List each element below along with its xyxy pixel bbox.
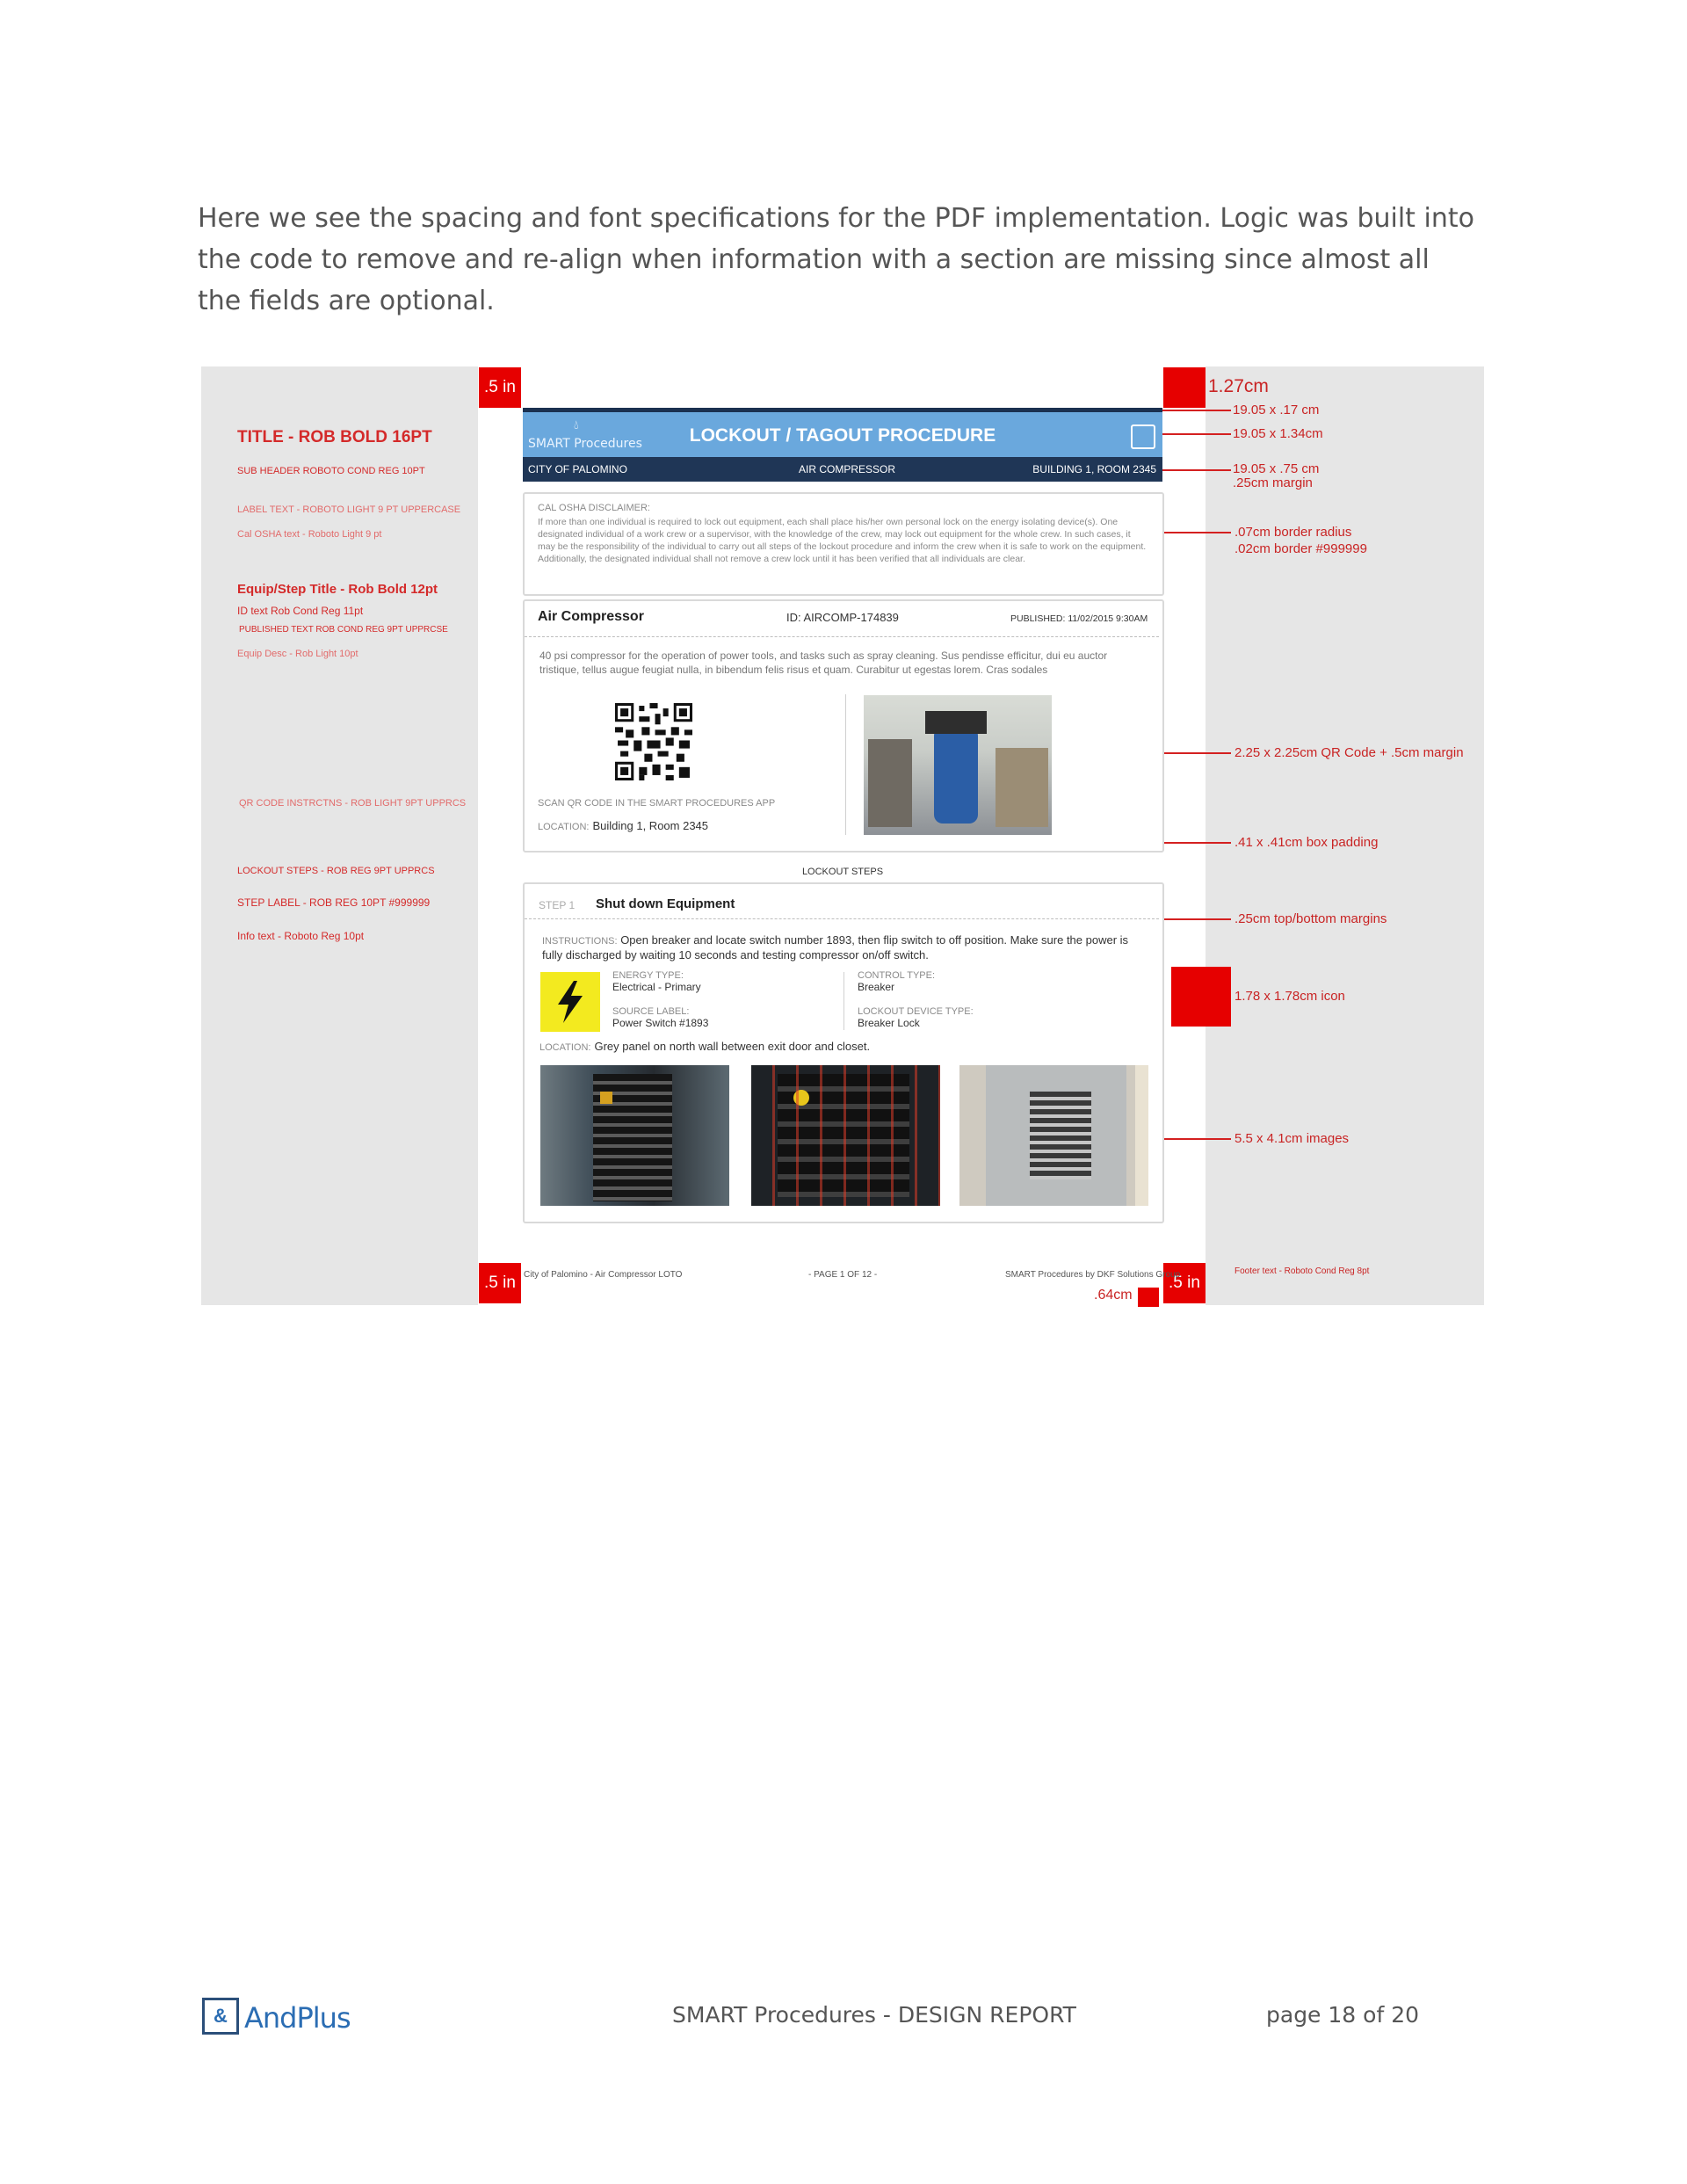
- margin-tag-top-left: .5 in: [479, 367, 521, 408]
- spec-cal-osha: Cal OSHA text - Roboto Light 9 pt: [237, 529, 382, 540]
- device-type-label: LOCKOUT DEVICE TYPE:: [858, 1006, 974, 1017]
- leader-line: [1162, 433, 1231, 435]
- lightning-bolt-icon: [540, 972, 600, 1032]
- spec-bar1: 19.05 x .17 cm: [1233, 403, 1320, 417]
- margin-marker-top-right: [1163, 367, 1206, 408]
- intro-paragraph: Here we see the spacing and font specifications for the PDF implementation. Logic was built into the code to remove and re-align when information with a section are missing since almost all the fields are optional.: [198, 203, 1474, 316]
- step-number: STEP 1: [539, 899, 576, 911]
- spec-lockout-steps: LOCKOUT STEPS - ROB REG 9PT UPPRCS: [237, 866, 435, 876]
- lockout-steps-heading: LOCKOUT STEPS: [801, 867, 884, 877]
- divider: [525, 918, 1159, 919]
- source-label-value: Power Switch #1893: [612, 1017, 709, 1029]
- energy-type-label: ENERGY TYPE:: [612, 970, 684, 981]
- app-logo-icon: [1131, 424, 1155, 449]
- spec-bar3-margin: .25cm margin: [1233, 475, 1313, 490]
- breaker-panel-photo-1: [540, 1065, 729, 1206]
- margin-tag-bottom-right: .5 in: [1163, 1263, 1206, 1303]
- control-type-label: CONTROL TYPE:: [858, 970, 936, 981]
- step-location: [539, 1040, 870, 1053]
- lightning-bolt-glyph: [554, 981, 586, 1023]
- spec-qr-code: 2.25 x 2.25cm QR Code + .5cm margin: [1234, 745, 1464, 760]
- spec-published-text: PUBLISHED TEXT ROB COND REG 9PT UPPRCSE: [239, 625, 448, 635]
- spec-bar2: 19.05 x 1.34cm: [1233, 426, 1323, 441]
- step-instructions: [542, 933, 1148, 962]
- instructions-text: Open breaker and locate switch number 1893, then flip switch to off position. Make sure the power is fully discharged by waiting 10 seconds and testing compressor on/off switch.: [542, 933, 1129, 961]
- location-value: Building 1, Room 2345: [592, 819, 709, 832]
- sheet-footer-center: - PAGE 1 OF 12 -: [808, 1270, 878, 1280]
- leader-line: [1162, 918, 1231, 920]
- control-type-value: Breaker: [858, 981, 895, 993]
- spec-bar3: 19.05 x .75 cm: [1233, 461, 1320, 476]
- spec-box-padding: .41 x .41cm box padding: [1234, 835, 1379, 850]
- breaker-panel-photo-2: [751, 1065, 940, 1206]
- andplus-logo-icon: &: [202, 1998, 239, 2035]
- brand-name: SMART Procedures: [528, 437, 642, 451]
- control-type: [858, 970, 935, 993]
- source-label: [612, 1006, 708, 1029]
- org-name: CITY OF PALOMINO: [528, 463, 627, 475]
- spec-margin-cm: 1.27cm: [1208, 376, 1269, 396]
- divider: [525, 636, 1159, 637]
- leader-line: [1162, 469, 1231, 471]
- source-label-label: SOURCE LABEL:: [612, 1006, 690, 1017]
- spec-icon: 1.78 x 1.78cm icon: [1234, 989, 1345, 1004]
- equipment-name-upper: AIR COMPRESSOR: [799, 463, 896, 475]
- disclaimer-text: If more than one individual is required to lock out equipment, each shall place his/her own personal lock on the energy isolating device(s). One designated individual of a work crew or a supervisor, with the knowledge of the crew, may lock out equipment for the whole crew. In such cases, it may be the responsibility of the individual to carry out all steps of the lockout procedure and inform the crew when it is safe to work on the equipment. Additionally, the designated individual shall not remove a crew lock until it has been verified that all individuals are clear.: [538, 517, 1147, 564]
- location-label: LOCATION:: [539, 1042, 591, 1053]
- procedure-subheader: [523, 457, 1162, 482]
- spec-images: 5.5 x 4.1cm images: [1234, 1131, 1350, 1146]
- spec-title: TITLE - ROB BOLD 16PT: [237, 428, 432, 446]
- qr-code-image: [615, 703, 692, 780]
- equipment-title: Air Compressor: [538, 609, 644, 624]
- energy-type-value: Electrical - Primary: [612, 981, 701, 993]
- spec-id-text: ID text Rob Cond Reg 11pt: [237, 605, 364, 617]
- spec-border: .02cm border #999999: [1234, 541, 1367, 556]
- leader-line: [1162, 532, 1231, 533]
- spec-info-text: Info text - Roboto Reg 10pt: [237, 930, 365, 942]
- report-title: SMART Procedures - DESIGN REPORT: [672, 2002, 1076, 2028]
- spec-equip-desc: Equip Desc - Rob Light 10pt: [237, 649, 358, 659]
- andplus-logo-text: AndPlus: [244, 2001, 351, 2035]
- sheet-footer-right: SMART Procedures by DKF Solutions Group: [1005, 1270, 1181, 1280]
- air-compressor-photo: [864, 695, 1052, 835]
- icon-size-marker: [1171, 967, 1231, 1027]
- procedure-title: LOCKOUT / TAGOUT PROCEDURE: [689, 425, 996, 446]
- equipment-description: 40 psi compressor for the operation of power tools, and tasks such as spray cleaning. Sus pendisse efficitur, dui eu auctor tristique, tellus augue feugiat nulla, in bibendum felis risus et quam. Curabitur ut egestas lorem. Cras sodales: [539, 649, 1108, 676]
- step-title: Shut down Equipment: [596, 896, 735, 911]
- equipment-location: [538, 819, 708, 832]
- published-date: PUBLISHED: 11/02/2015 9:30AM: [1010, 613, 1148, 624]
- spec-qr-instructions: QR CODE INSTRCTNS - ROB LIGHT 9PT UPPRCS: [239, 798, 467, 809]
- leader-line: [1162, 410, 1231, 411]
- margin-tag-bottom-left: .5 in: [479, 1263, 521, 1303]
- breaker-panel-photo-3: [959, 1065, 1148, 1206]
- device-type-value: Breaker Lock: [858, 1017, 920, 1029]
- equipment-id: ID: AIRCOMP-174839: [786, 611, 899, 624]
- instructions-label: INSTRUCTIONS:: [542, 936, 618, 947]
- spec-border-radius: .07cm border radius: [1234, 525, 1352, 540]
- procedure-header: [523, 412, 1162, 457]
- spec-bottom-margin: .64cm: [1094, 1288, 1133, 1302]
- leader-line: [1162, 842, 1231, 844]
- energy-type: [612, 970, 701, 993]
- margin-marker-bottom: [1138, 1288, 1159, 1307]
- spec-label-text: LABEL TEXT - ROBOTO LIGHT 9 PT UPPERCASE: [237, 504, 461, 515]
- qr-caption: SCAN QR CODE IN THE SMART PROCEDURES APP: [538, 798, 776, 809]
- spec-tb-margins: .25cm top/bottom margins: [1234, 911, 1387, 926]
- divider: [845, 694, 846, 835]
- page-number: page 18 of 20: [1266, 2002, 1419, 2028]
- spec-subheader: SUB HEADER ROBOTO COND REG 10PT: [237, 466, 425, 476]
- spec-footer-text: Footer text - Roboto Cond Reg 8pt: [1234, 1266, 1370, 1276]
- step-location-value: Grey panel on north wall between exit door and closet.: [594, 1040, 871, 1053]
- spec-step-label: STEP LABEL - ROB REG 10PT #999999: [237, 896, 431, 909]
- device-type: [858, 1006, 974, 1029]
- drop-icon: 💧︎: [574, 417, 579, 432]
- building-room: BUILDING 1, ROOM 2345: [1032, 463, 1156, 475]
- sheet-footer-left: City of Palomino - Air Compressor LOTO: [524, 1270, 683, 1280]
- spec-equip-title: Equip/Step Title - Rob Bold 12pt: [237, 582, 438, 597]
- location-label: LOCATION:: [538, 822, 590, 832]
- disclaimer-title: CAL OSHA DISCLAIMER:: [538, 503, 650, 513]
